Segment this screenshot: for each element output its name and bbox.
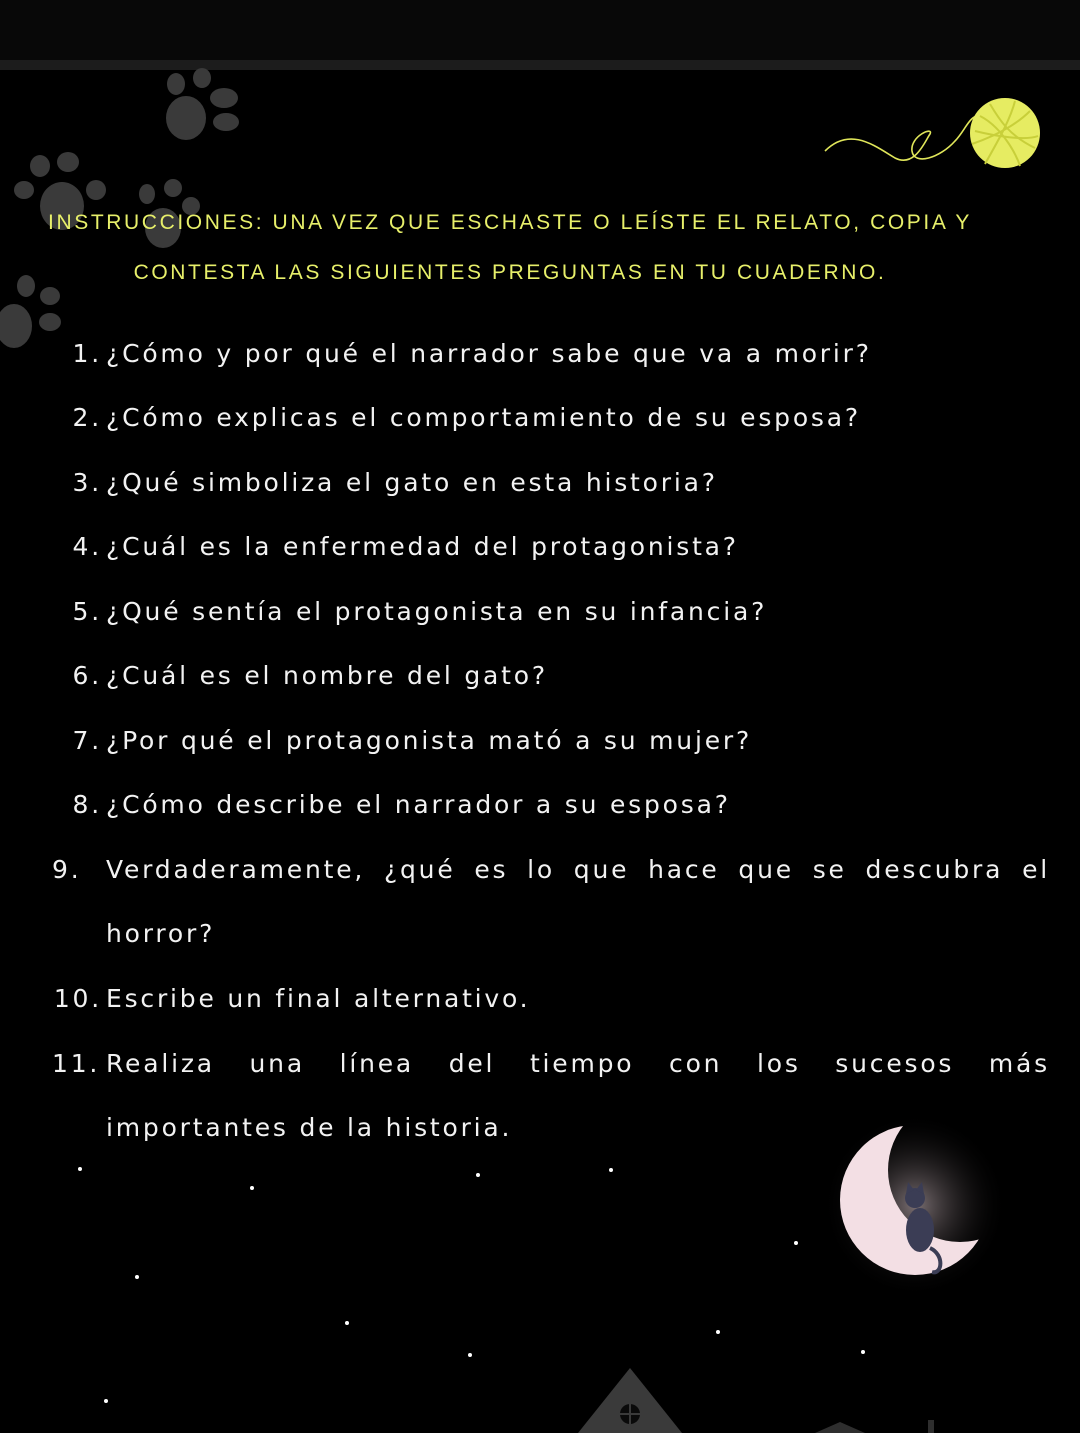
question-text: ¿Qué sentía el protagonista en su infancia? [106,597,768,626]
question-text: Realiza una línea del tiempo con los sucesos más importantes de la historia. [106,1049,1050,1142]
question-number: 2. [72,403,102,432]
question-item [52,838,1050,966]
star-dot [345,1321,349,1325]
instructions-line-1: INSTRUCCIONES: UNA VEZ QUE ESCHASTE O LEÍSTE EL RELATO, COPIA Y [48,211,972,234]
question-number: 11. [52,1049,101,1078]
question-text: ¿Cómo explicas el comportamiento de su esposa? [106,403,861,432]
question-number: 9. [52,855,82,884]
question-text: ¿Cómo describe el narrador a su esposa? [106,790,731,819]
question-item [72,386,1056,450]
star-dot [78,1167,82,1171]
star-dot [250,1186,254,1190]
question-number: 7. [72,726,102,755]
question-text: ¿Cómo y por qué el narrador sabe que va a morir? [106,339,872,368]
question-number: 8. [72,790,102,819]
star-dot [794,1241,798,1245]
question-text: ¿Cuál es la enfermedad del protagonista? [106,532,739,561]
star-dot [609,1168,613,1172]
question-item [72,580,1056,644]
question-item [72,322,1056,386]
star-dot [468,1353,472,1357]
crescent-moon-cat-icon [820,1110,1010,1300]
question-text: Escribe un final alternativo. [106,984,531,1013]
top-bar [0,0,1080,60]
paw-print-icon [158,68,253,148]
instructions-line-2: CONTESTA LAS SIGUIENTES PREGUNTAS EN TU CUADERNO. [133,261,887,284]
question-number: 4. [72,532,102,561]
star-dot [861,1350,865,1354]
star-dot [716,1330,720,1334]
question-item [72,709,1056,773]
question-item [53,967,1056,1031]
question-item [72,515,1056,579]
question-text: Verdaderamente, ¿qué es lo que hace que se descubra el horror? [106,855,1050,948]
house-roof-icon [560,1360,960,1433]
star-dot [476,1173,480,1177]
question-text: ¿Por qué el protagonista mató a su mujer? [106,726,753,755]
yarn-ball-icon [820,96,1045,176]
question-number: 10. [53,984,102,1013]
star-dot [104,1399,108,1403]
question-number: 3. [72,468,102,497]
instructions-text [40,198,980,298]
question-item [72,644,1056,708]
question-text: ¿Cuál es el nombre del gato? [106,661,548,690]
question-number: 6. [72,661,102,690]
star-dot [135,1275,139,1279]
question-number: 5. [72,597,102,626]
question-item [72,451,1056,515]
question-text: ¿Qué simboliza el gato en esta historia? [106,468,718,497]
question-item [72,773,1056,837]
question-number: 1. [72,339,102,368]
